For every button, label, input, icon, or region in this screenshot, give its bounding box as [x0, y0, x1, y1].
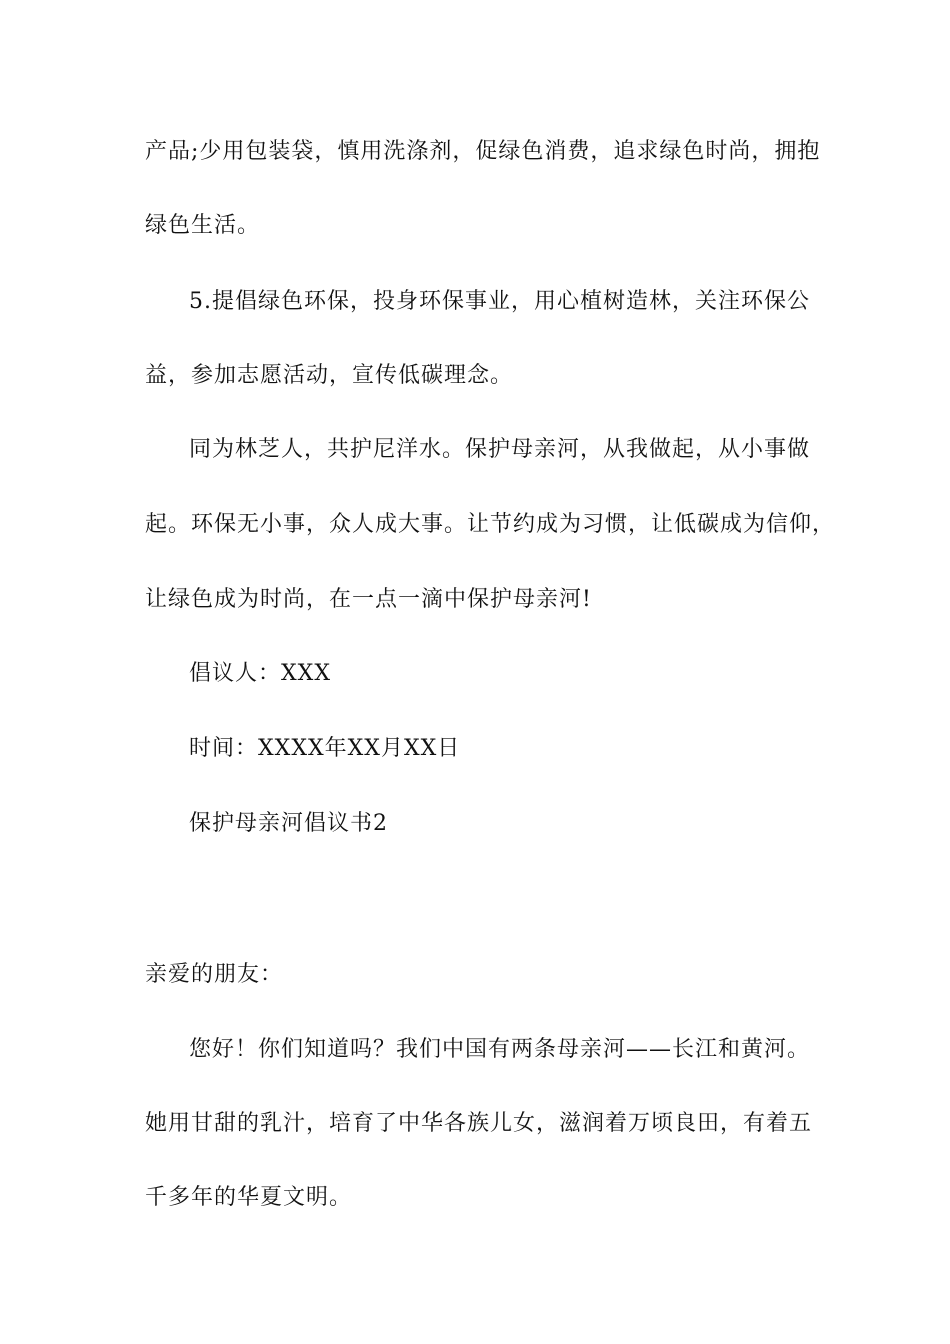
salutation-line: 亲爱的朋友： — [145, 962, 284, 987]
body-line-4: 益，参加志愿活动，宣传低碳理念。 — [145, 363, 514, 388]
body-line-9: 她用甘甜的乳汁，培育了中华各族儿女，滋润着万顷良田，有着五 — [145, 1111, 813, 1136]
body-line-10: 千多年的华夏文明。 — [145, 1185, 353, 1210]
body-line-6: 起。环保无小事，众人成大事。让节约成为习惯，让低碳成为信仰， — [145, 512, 836, 537]
body-line-7: 让绿色成为时尚，在一点一滴中保护母亲河! — [145, 587, 592, 612]
proposer-line: 倡议人：XXX — [189, 661, 331, 686]
body-line-2: 绿色生活。 — [145, 213, 261, 238]
body-line-3: 5.提倡绿色环保，投身环保事业，用心植树造林，关注环保公 — [189, 289, 810, 314]
body-line-5: 同为林芝人，共护尼洋水。保护母亲河，从我做起，从小事做 — [189, 437, 811, 462]
body-line-8: 您好！你们知道吗？我们中国有两条母亲河——长江和黄河。 — [189, 1037, 811, 1062]
body-line-1: 产品;少用包装袋，慎用洗涤剂，促绿色消费，追求绿色时尚，拥抱 — [145, 139, 821, 164]
section-title: 保护母亲河倡议书2 — [189, 811, 388, 836]
date-line: 时间：XXXX年XX月XX日 — [189, 736, 461, 761]
